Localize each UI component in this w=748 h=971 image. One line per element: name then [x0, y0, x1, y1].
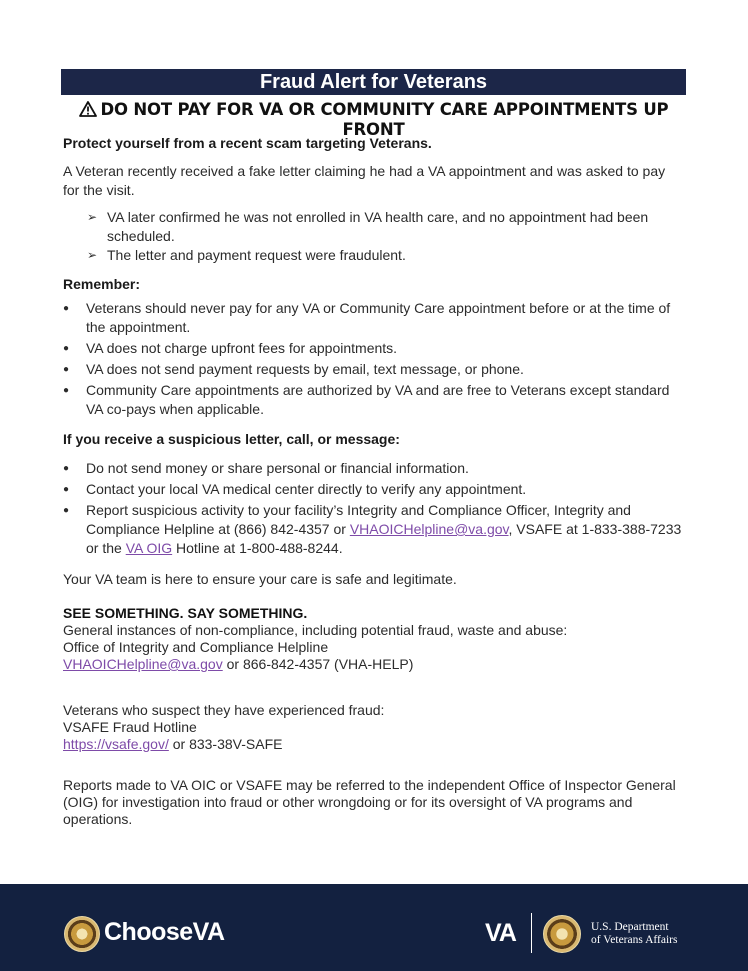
helpline-email-link[interactable]: VHAOICHelpline@va.gov — [349, 521, 509, 537]
arrow-bullet-icon: ➢ — [87, 248, 98, 262]
see-something-heading: SEE SOMETHING. SAY SOMETHING. — [63, 605, 308, 621]
bullet-icon: ● — [63, 343, 70, 354]
footer-divider — [531, 913, 532, 953]
list-item: ● Report suspicious activity to your facility’s Integrity and Compliance Officer, Integrity and Compliance Helpline at (866) 842-4357 or VHAOICHelpline@va.gov, VSAFE at 1-833-388-7233 or the VA OIG Hotline at 1-800-488-8244. — [63, 502, 682, 556]
intro-paragraph: A Veteran recently received a fake letter claiming he had a VA appointment and was asked to pay for the visit. — [63, 163, 666, 198]
vsafe-contact: https://vsafe.gov/ or 833-38V-SAFE — [63, 736, 283, 752]
helpline-email-link-2[interactable]: VHAOICHelpline@va.gov — [63, 656, 223, 672]
reports-note: Reports made to VA OIC or VSAFE may be referred to the independent Office of Inspector General (OIG) for investigation into fraud or other wrongdoing or for its oversight of VA programs and operations. — [63, 777, 676, 827]
list-item: ● Contact your local VA medical center directly to verify any appointment. — [63, 481, 527, 497]
bullet-icon: ● — [63, 505, 70, 516]
warning-text: DO NOT PAY FOR VA OR COMMUNITY CARE APPOINTMENTS UP FRONT — [100, 100, 669, 139]
va-logo: VA — [485, 919, 516, 947]
suspicious-list — [63, 459, 693, 560]
see-something-line1: General instances of non-compliance, including potential fraud, waste and abuse: — [63, 622, 568, 638]
bullet-icon: ● — [63, 385, 70, 396]
arrow-bullet-icon: ➢ — [87, 210, 98, 224]
list-item: ➢ The letter and payment request were fraudulent. — [87, 247, 406, 263]
closing-text: Your VA team is here to ensure your care is safe and legitimate. — [63, 571, 457, 587]
intro-points — [63, 208, 703, 265]
page-title: Fraud Alert for Veterans — [61, 69, 686, 95]
suspicious-heading: If you receive a suspicious letter, call, or message: — [63, 431, 400, 447]
see-something-line2: Office of Integrity and Compliance Helpline — [63, 639, 329, 655]
bullet-icon: ● — [63, 303, 70, 314]
choose-va-logo: ChooseVA — [104, 918, 225, 946]
dept-seal-icon — [543, 915, 581, 953]
department-name: U.S. Department of Veterans Affairs — [591, 921, 678, 946]
vsafe-url-link[interactable]: https://vsafe.gov/ — [63, 736, 169, 752]
va-seal-icon — [64, 916, 100, 952]
warning-triangle-icon — [79, 101, 97, 117]
see-something-contact: VHAOICHelpline@va.gov or 866-842-4357 (VHA-HELP) — [63, 656, 414, 672]
vsafe-block — [63, 702, 693, 753]
intro-heading: Protect yourself from a recent scam targeting Veterans. — [63, 135, 432, 151]
remember-heading: Remember: — [63, 276, 141, 292]
list-item: ● VA does not send payment requests by email, text message, or phone. — [63, 361, 524, 377]
bullet-icon: ● — [63, 364, 70, 375]
remember-list — [63, 299, 688, 421]
list-item: ● Veterans should never pay for any VA or Community Care appointment before or at the time of the appointment. — [63, 300, 671, 335]
vsafe-line2: VSAFE Fraud Hotline — [63, 719, 197, 735]
vsafe-line1: Veterans who suspect they have experienced fraud: — [63, 702, 385, 718]
see-something-block — [63, 605, 693, 673]
list-item: ● Community Care appointments are authorized by VA and are free to Veterans except standard VA co-pays when applicable. — [63, 382, 670, 417]
list-item: ● VA does not charge upfront fees for appointments. — [63, 340, 398, 356]
list-item: ➢ VA later confirmed he was not enrolled in VA health care, and no appointment had been scheduled. — [87, 209, 649, 244]
bullet-icon: ● — [63, 463, 70, 474]
bullet-icon: ● — [63, 484, 70, 495]
va-oig-link[interactable]: VA OIG — [125, 540, 173, 556]
list-item: ● Do not send money or share personal or financial information. — [63, 460, 469, 476]
